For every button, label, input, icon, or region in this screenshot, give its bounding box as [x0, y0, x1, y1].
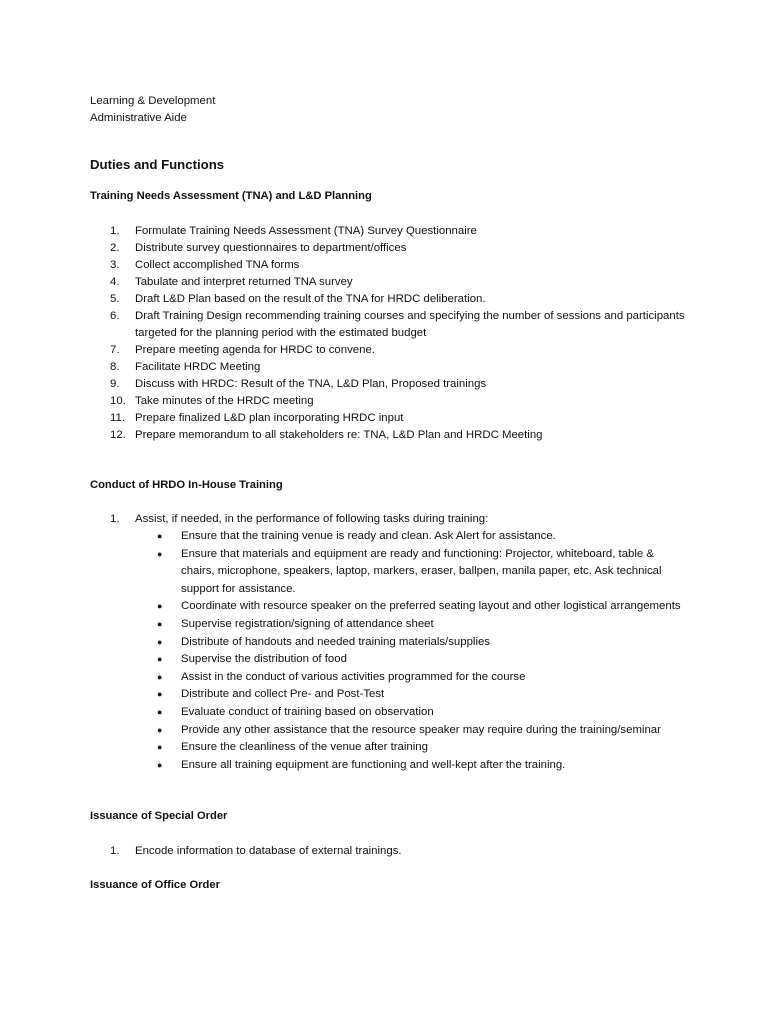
bullet-item	[90, 651, 690, 669]
bullet-text: Ensure that materials and equipment are ready and functioning: Projector, whiteboard, table & chairs, microphone, speakers, laptop, markers, eraser, ballpen, manila paper, etc. Ask technical support for assistance.	[181, 547, 662, 595]
section-heading-special-order: Issuance of Special Order	[90, 810, 228, 823]
bullet-text: Distribute and collect Pre- and Post-Test	[181, 688, 385, 701]
position-title: Administrative Aide	[90, 112, 187, 124]
bullet-icon: ●	[157, 724, 163, 735]
list-item-text: Distribute survey questionnaires to department/offices	[135, 242, 407, 254]
conduct-bullet-list	[90, 528, 690, 774]
list-item	[90, 274, 690, 291]
list-item	[90, 257, 690, 274]
bullet-text: Supervise registration/signing of attendance sheet	[181, 617, 434, 630]
department-name: Learning & Development	[90, 95, 216, 107]
list-number: 6.	[110, 310, 120, 322]
list-number: 1.	[110, 225, 120, 237]
bullet-text: Ensure the cleanliness of the venue after training	[181, 741, 428, 754]
bullet-icon: ●	[157, 601, 163, 612]
bullet-icon: ●	[157, 742, 163, 753]
list-item	[90, 843, 690, 860]
bullet-icon: ●	[157, 531, 163, 541]
list-number: 3.	[110, 259, 120, 271]
list-item	[90, 410, 690, 427]
list-item-text: Discuss with HRDC: Result of the TNA, L&D Plan, Proposed trainings	[135, 378, 487, 390]
list-item-text: Facilitate HRDC Meeting	[135, 361, 261, 373]
list-item	[90, 359, 690, 376]
bullet-text: Coordinate with resource speaker on the preferred seating layout and other logistical arrangements	[181, 600, 681, 613]
list-item-text: Prepare finalized L&D plan incorporating HRDC input	[135, 412, 404, 424]
list-number: 11.	[110, 412, 125, 424]
list-item	[90, 511, 690, 528]
list-item	[90, 308, 690, 342]
bullet-item	[90, 704, 690, 722]
bullet-item	[90, 686, 690, 704]
list-item-text: Draft Training Design recommending training courses and specifying the number of sessions and participants targeted for the planning period with the estimated budget	[135, 310, 685, 339]
list-number: 12.	[110, 429, 126, 441]
tna-list	[90, 223, 690, 444]
bullet-item	[90, 598, 690, 616]
bullet-item	[90, 757, 690, 775]
bullet-item	[90, 616, 690, 634]
list-item-text: Prepare meeting agenda for HRDC to convene.	[135, 344, 375, 356]
list-item-text: Prepare memorandum to all stakeholders re: TNA, L&D Plan and HRDC Meeting	[135, 429, 543, 441]
list-number: 1.	[110, 845, 120, 858]
bullet-text: Assist in the conduct of various activities programmed for the course	[181, 670, 526, 683]
bullet-icon: ●	[157, 671, 163, 682]
list-item	[90, 393, 690, 410]
list-item-text: Collect accomplished TNA forms	[135, 259, 300, 271]
list-item	[90, 376, 690, 393]
special-order-list	[90, 843, 690, 860]
bullet-item	[90, 546, 690, 599]
list-item-text: Assist, if needed, in the performance of following tasks during training:	[135, 513, 489, 525]
bullet-text: Ensure all training equipment are functioning and well-kept after the training.	[181, 758, 566, 771]
list-item-text: Formulate Training Needs Assessment (TNA) Survey Questionnaire	[135, 225, 477, 237]
list-item	[90, 223, 690, 240]
bullet-icon: ●	[157, 706, 163, 717]
list-item	[90, 342, 690, 359]
list-item	[90, 240, 690, 257]
list-item-text: Tabulate and interpret returned TNA survey	[135, 276, 353, 288]
list-number: 2.	[110, 242, 120, 254]
bullet-text: Supervise the distribution of food	[181, 653, 347, 666]
list-number: 4.	[110, 276, 120, 288]
bullet-text: Provide any other assistance that the resource speaker may require during the training/seminar	[181, 723, 661, 736]
bullet-text: Ensure that the training venue is ready and clean. Ask Alert for assistance.	[181, 530, 556, 542]
list-number: 8.	[110, 361, 120, 373]
list-number: 9.	[110, 378, 120, 390]
section-heading-conduct: Conduct of HRDO In-House Training	[90, 479, 283, 491]
list-item	[90, 291, 690, 308]
section-heading-tna: Training Needs Assessment (TNA) and L&D Planning	[90, 190, 372, 202]
list-number: 5.	[110, 293, 120, 305]
bullet-icon: ●	[157, 689, 163, 700]
bullet-item	[90, 528, 690, 546]
page-title: Duties and Functions	[90, 157, 225, 172]
bullet-item	[90, 634, 690, 652]
section-heading-office-order: Issuance of Office Order	[90, 879, 220, 892]
conduct-list	[90, 511, 690, 528]
bullet-item	[90, 722, 690, 740]
bullet-icon: ●	[157, 759, 163, 770]
bullet-item	[90, 739, 690, 757]
list-item-text: Draft L&D Plan based on the result of the TNA for HRDC deliberation.	[135, 293, 486, 305]
list-item-text: Take minutes of the HRDC meeting	[135, 395, 314, 407]
list-item	[90, 427, 690, 444]
bullet-icon: ●	[157, 548, 163, 559]
document-page	[90, 93, 690, 894]
list-number: 7.	[110, 344, 120, 356]
bullet-text: Evaluate conduct of training based on observation	[181, 705, 434, 718]
bullet-item	[90, 669, 690, 687]
bullet-icon: ●	[157, 618, 163, 629]
list-item-text: Encode information to database of external trainings.	[135, 845, 402, 858]
bullet-icon: ●	[157, 636, 163, 647]
list-number: 10.	[110, 395, 126, 407]
bullet-text: Distribute of handouts and needed training materials/supplies	[181, 635, 491, 648]
bullet-icon: ●	[157, 654, 163, 665]
list-number: 1.	[110, 513, 120, 525]
